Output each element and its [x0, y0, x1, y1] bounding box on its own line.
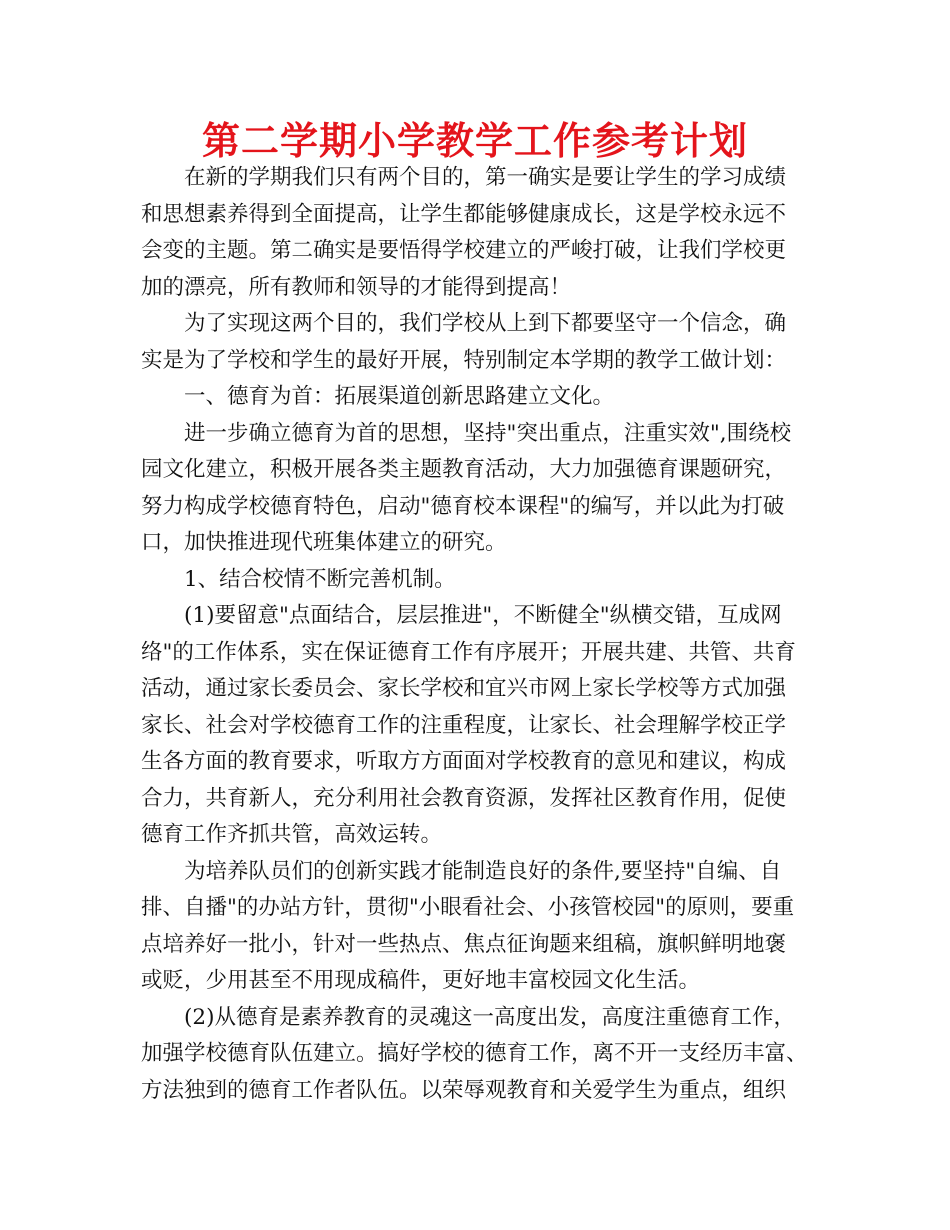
- body-line: 园文化建立，积极开展各类主题教育活动，大力加强德育课题研究，: [141, 457, 787, 482]
- body-line: 一、德育为首：拓展渠道创新思路建立文化。: [184, 384, 615, 409]
- document-body: [141, 160, 821, 1109]
- body-line: 1、结合校情不断完善机制。: [184, 566, 456, 592]
- body-line: 加的漂亮，所有教师和领导的才能得到提高！: [141, 274, 572, 300]
- body-line: (1)要留意"点面结合，层层推进"，不断健全"纵横交错，互成网: [184, 603, 782, 628]
- body-line: 实是为了学校和学生的最好开展，特别制定本学期的教学工做计划：: [141, 347, 787, 373]
- body-line: 或贬，少用甚至不用现成稿件，更好地丰富校园文化生活。: [141, 968, 701, 993]
- body-line: 点培养好一批小，针对一些热点、焦点征询题来组稿，旗帜鲜明地褒: [141, 931, 787, 957]
- body-line: 为培养队员们的创新实践才能制造良好的条件,要坚持"自编、自: [184, 858, 782, 884]
- body-line: 在新的学期我们只有两个目的，第一确实是要让学生的学习成绩: [184, 165, 787, 190]
- body-line: 努力构成学校德育特色，启动"德育校本课程"的编写，并以此为打破: [141, 493, 785, 519]
- document-title: 第二学期小学教学工作参考计划: [201, 119, 748, 163]
- body-line: 家长、社会对学校德育工作的注重程度，让家长、社会理解学校正学: [141, 712, 787, 738]
- body-line: 为了实现这两个目的，我们学校从上到下都要坚守一个信念，确: [184, 311, 787, 336]
- body-line: 进一步确立德育为首的思想，坚持"突出重点，注重实效",围绕校: [184, 420, 792, 446]
- body-line: 活动，通过家长委员会、家长学校和宜兴市网上家长学校等方式加强: [141, 676, 787, 701]
- body-line: 会变的主题。第二确实是要悟得学校建立的严峻打破，让我们学校更: [141, 238, 787, 263]
- body-line: 方法独到的德育工作者队伍。以荣辱观教育和关爱学生为重点，组织: [141, 1077, 787, 1103]
- body-line: (2)从德育是素养教育的灵魂这一高度出发，高度注重德育工作，: [184, 1004, 795, 1030]
- body-line: 和思想素养得到全面提高，让学生都能够健康成长，这是学校永远不: [141, 201, 787, 227]
- body-line: 生各方面的教育要求，听取方方面面对学校教育的意见和建议，构成: [141, 749, 787, 774]
- body-line: 加强学校德育队伍建立。搞好学校的德育工作，离不开一支经历丰富、: [141, 1041, 808, 1066]
- body-line: 德育工作齐抓共管，高效运转。: [141, 822, 443, 847]
- body-line: 口，加快推进现代班集体建立的研究。: [141, 530, 507, 555]
- body-line: 络"的工作体系，实在保证德育工作有序展开；开展共建、共管、共育: [141, 639, 796, 665]
- body-line: 排、自播"的办站方针，贯彻"小眼看社会、小孩管校园"的原则，要重: [141, 895, 795, 920]
- body-line: 合力，共育新人，充分利用社会教育资源，发挥社区教育作用，促使: [141, 785, 787, 811]
